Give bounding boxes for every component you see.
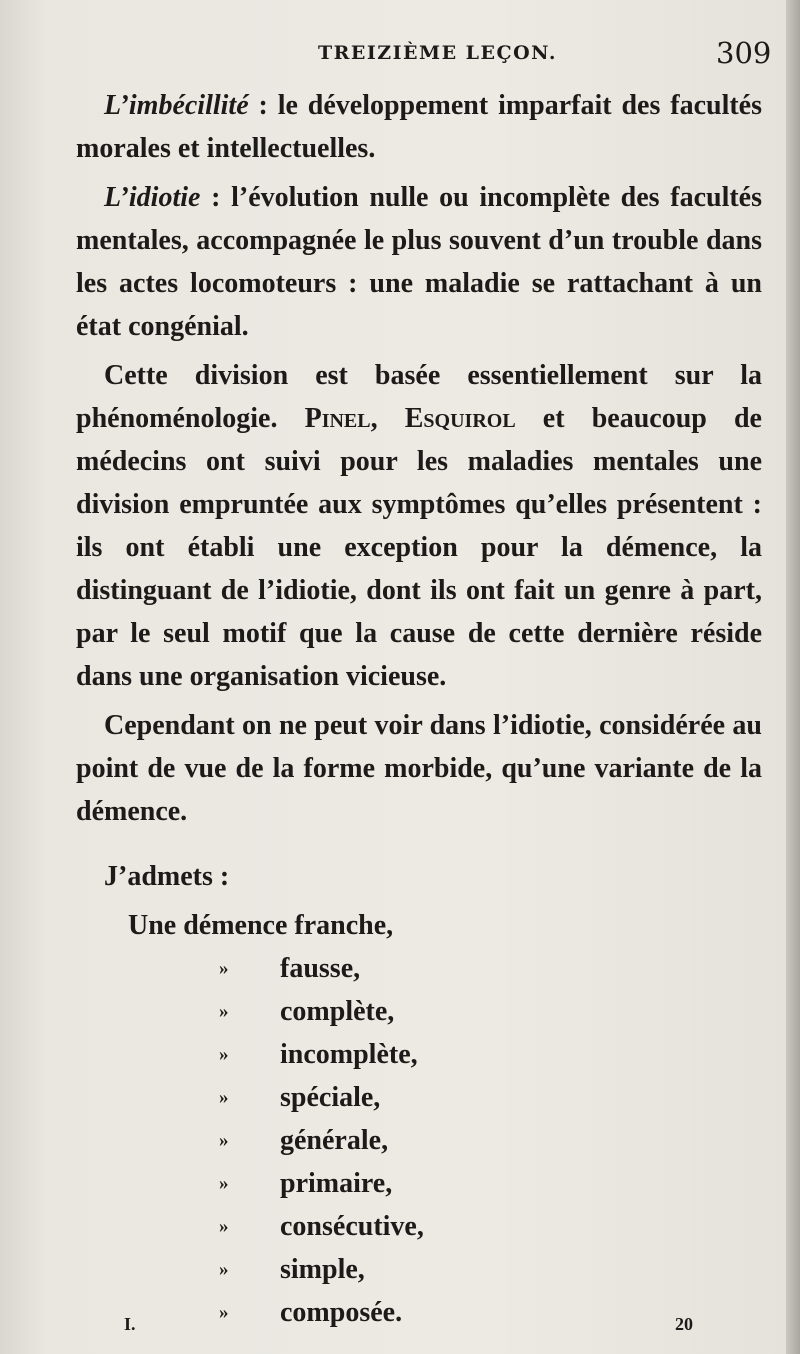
running-head (0, 34, 800, 74)
ditto-mark: » (219, 1302, 229, 1323)
list-item (76, 1076, 762, 1119)
term-imbecillite: L’imbécillité (104, 90, 249, 121)
admets-line: J’admets : (104, 861, 230, 892)
ditto-mark: » (219, 1001, 229, 1022)
list-item (76, 990, 762, 1033)
dementia-types-list (76, 947, 762, 1334)
paragraph-division (76, 354, 762, 698)
ditto-mark: » (219, 1130, 229, 1151)
author-esquirol: Esquirol (404, 403, 516, 434)
list-item (76, 1248, 762, 1291)
page-number: 309 (716, 36, 772, 70)
division-text-1: Cette division est basée essentiellement sur la phénoménologie. (76, 360, 762, 434)
list-item-label: générale, (280, 1125, 389, 1156)
running-head-title: TREIZIÈME LEÇON. (318, 42, 557, 64)
body-text (76, 84, 762, 1334)
page-edge-shadow (786, 0, 800, 1354)
page-footer (0, 1312, 800, 1342)
list-item-label: composée. (280, 1297, 403, 1328)
ditto-mark: » (219, 1087, 229, 1108)
list-item (76, 1162, 762, 1205)
signature-mark: I. (124, 1314, 136, 1334)
ditto-mark: » (219, 1173, 229, 1194)
list-item (76, 1119, 762, 1162)
first-list-item: Une démence franche, (128, 910, 394, 941)
division-text-2: , (370, 403, 405, 434)
list-item-label: consécutive, (280, 1211, 424, 1242)
sheet-number: 20 (675, 1314, 693, 1334)
ditto-mark: » (219, 958, 229, 979)
term-idiotie: L’idiotie (104, 182, 201, 213)
list-item (76, 947, 762, 990)
list-item-label: incomplète, (280, 1039, 418, 1070)
list-item-label: complète, (280, 996, 395, 1027)
paragraph-imbecillite (76, 84, 762, 170)
list-item-label: fausse, (280, 953, 361, 984)
ditto-mark: » (219, 1216, 229, 1237)
paragraph-idiotie (76, 176, 762, 348)
division-text-3: et beaucoup de médecins ont suivi pour les maladies mentales une division empruntée aux symptômes qu’elles présentent : ils ont établi une exception pour la démence, la distinguant de l’idiotie, dont ils ont fait un genre à part, par le seul motif que la cause de cette dernière réside dans une organisation vicieuse. (76, 403, 762, 692)
author-pinel: Pinel (304, 403, 371, 434)
list-item-label: spéciale, (280, 1082, 381, 1113)
ditto-mark: » (219, 1259, 229, 1280)
definition-idiotie: : l’évolution nulle ou incomplète des facultés mentales, accompagnée le plus souvent d’un trouble dans les actes locomoteurs : une maladie se rattachant à un état congénial. (76, 182, 762, 342)
ditto-mark: » (219, 1044, 229, 1065)
list-item (76, 1205, 762, 1248)
paragraph-cependant: Cependant on ne peut voir dans l’idiotie, considérée au point de vue de la forme morbide, qu’une variante de la démence. (76, 710, 762, 827)
list-item-label: primaire, (280, 1168, 393, 1199)
list-item (76, 1033, 762, 1076)
list-item-label: simple, (280, 1254, 365, 1285)
definition-imbecillite: : le développement imparfait des facultés morales et intellectuelles. (76, 90, 762, 164)
